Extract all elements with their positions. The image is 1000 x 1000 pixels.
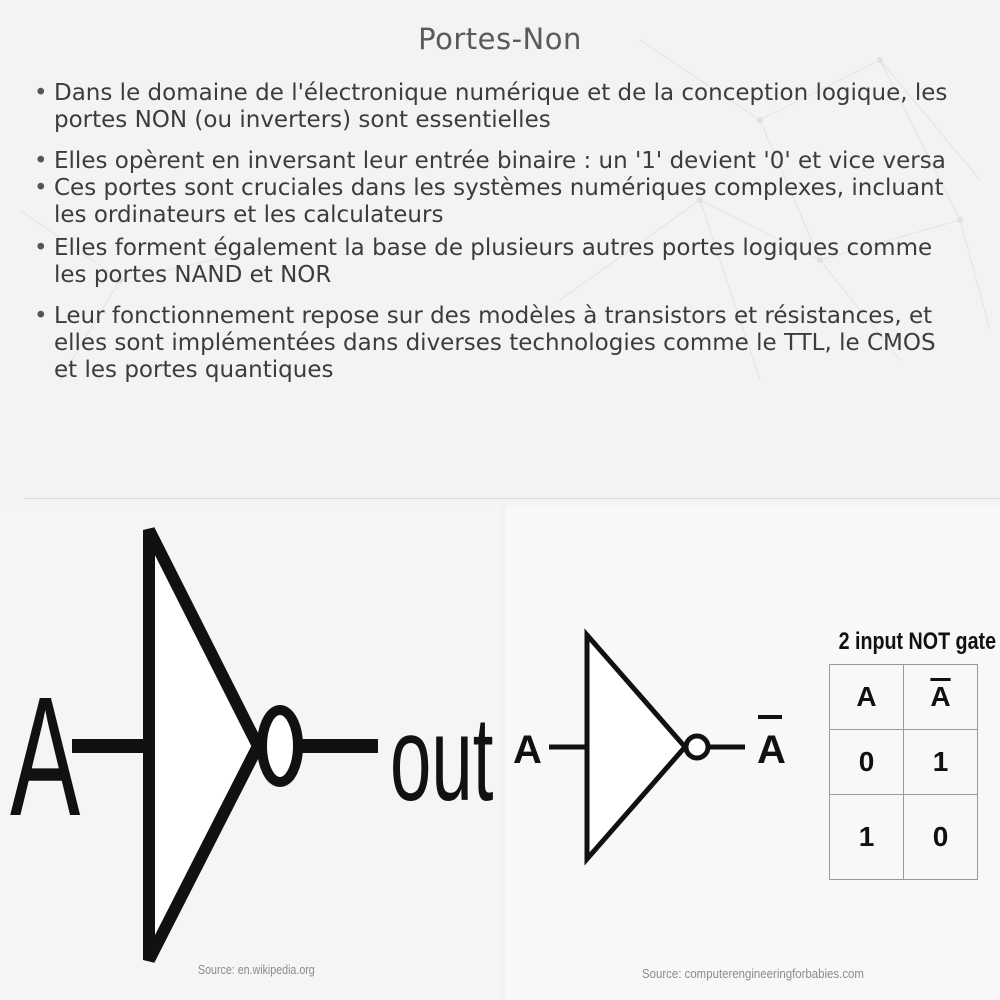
source-credit-left: Source: en.wikipedia.org: [198, 962, 315, 977]
header-cell-input: A: [830, 665, 904, 730]
inverter-triangle: [587, 635, 685, 859]
inversion-bubble: [262, 710, 298, 782]
output-label-a-bar: A: [757, 728, 786, 772]
table-cell: 1: [904, 730, 978, 795]
table-header-row: [830, 665, 978, 730]
truth-table: [829, 664, 978, 880]
bullet-item: • Dans le domaine de l'électronique numérique et de la conception logique, les portes NON (ou inverters) sont essentielles: [34, 80, 964, 134]
table-cell: 0: [830, 730, 904, 795]
table-row: [830, 730, 978, 795]
inverter-triangle: [149, 530, 258, 960]
header-cell-output: $\overline{A}$: [904, 665, 978, 730]
inversion-bubble: [686, 736, 708, 758]
input-label-a: A: [513, 728, 542, 772]
table-row: [830, 795, 978, 880]
page-title: Portes-Non: [418, 22, 582, 56]
output-label: out: [390, 693, 494, 827]
bullet-item: • Elles opèrent en inversant leur entrée binaire : un '1' devient '0' et vice versa: [34, 148, 964, 175]
bullet-item: • Ces portes sont cruciales dans les systèmes numériques complexes, incluant les ordinateurs et les calculateurs: [34, 175, 964, 229]
truth-table-title: 2 input NOT gate: [838, 628, 997, 655]
not-gate-diagram-small: [505, 505, 805, 905]
bullet-item: • Elles forment également la base de plusieurs autres portes logiques comme les portes NAND et NOR: [34, 235, 964, 289]
bullet-item: • Leur fonctionnement repose sur des modèles à transistors et résistances, et elles sont implémentées dans diverses technologies comme le TTL, le CMOS et les portes quantiques: [34, 303, 964, 384]
input-label-a: A: [10, 661, 81, 852]
bullet-list: [34, 80, 964, 384]
table-cell: 1: [830, 795, 904, 880]
source-credit-right: Source: computerengineeringforbabies.com: [642, 966, 864, 981]
not-gate-diagram-large: [0, 505, 500, 1000]
section-divider: [24, 498, 1000, 499]
table-cell: 0: [904, 795, 978, 880]
